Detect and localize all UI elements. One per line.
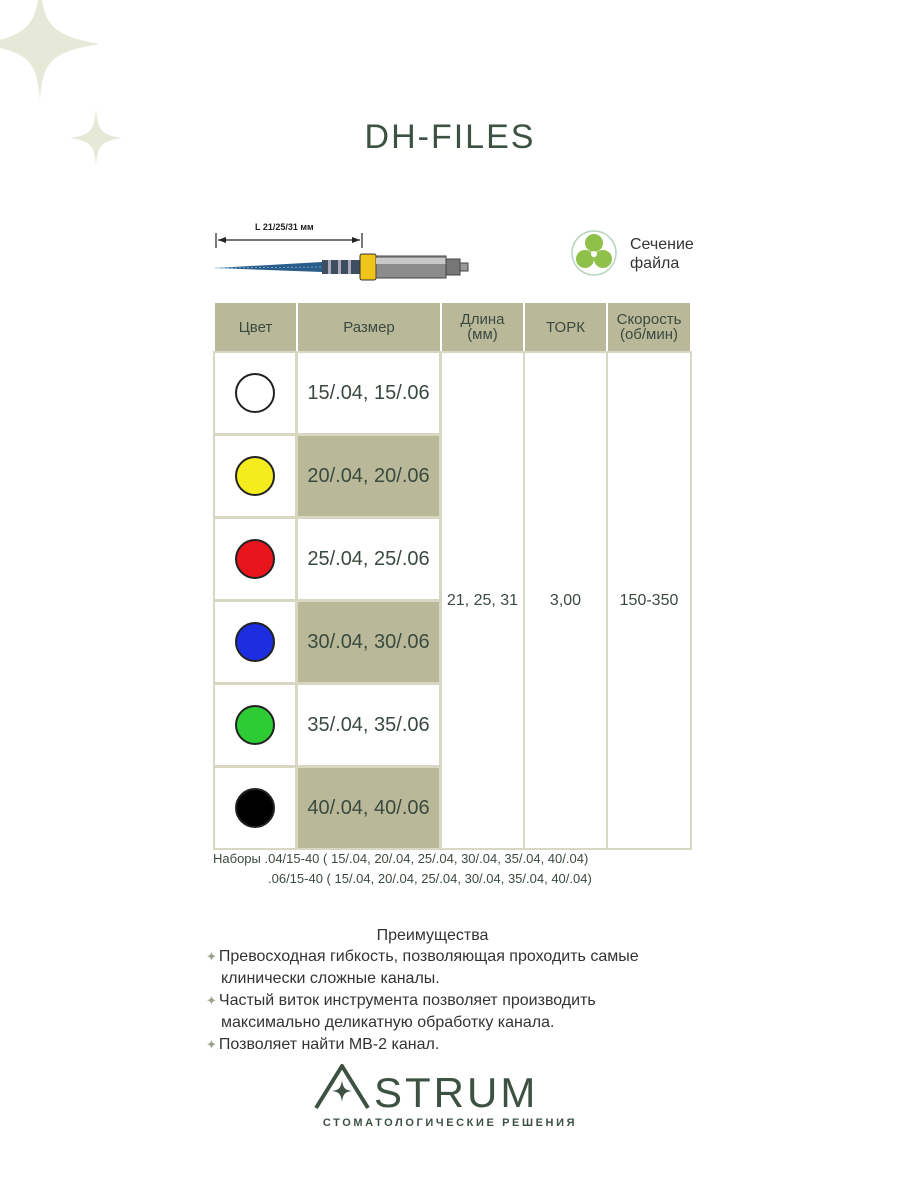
size-cell (296, 517, 441, 601)
color-dot-icon (235, 373, 275, 413)
size-cell (296, 766, 441, 850)
size-value: 15/.04, 15/.06 (307, 381, 430, 404)
color-dot-icon (235, 705, 275, 745)
color-cell (213, 351, 297, 435)
advantage-item-continuation: клинически сложные каналы. (221, 970, 440, 987)
color-cell (213, 600, 297, 684)
torque-value: 3,00 (549, 591, 582, 609)
advantage-item (206, 1034, 439, 1056)
advantage-item (206, 946, 639, 968)
color-dot-icon (235, 539, 275, 579)
header-length-label: Длина (460, 311, 505, 328)
header-color (215, 303, 296, 351)
sets-line: .06/15-40 ( 15/.04, 20/.04, 25/.04, 30/.04, 35/.04, 40/.04) (268, 871, 592, 886)
page-title: DH-FILES (364, 118, 536, 156)
dimension-label: L 21/25/31 мм (255, 222, 314, 232)
advantage-text: Частый виток инструмента позволяет производить (218, 992, 596, 1009)
header-size (298, 303, 440, 351)
torque-cell (523, 351, 608, 850)
sets-line: Наборы .04/15-40 ( 15/.04, 20/.04, 25/.04, 30/.04, 35/.04, 40/.04) (213, 851, 589, 866)
header-size-label: Размер (343, 318, 395, 336)
header-torque-label: ТОРК (546, 318, 585, 336)
cross-section-label (630, 235, 694, 273)
sparkle-bullet-icon: ✦ (206, 949, 217, 964)
size-value: 40/.04, 40/.06 (307, 796, 430, 819)
color-dot-icon (235, 622, 275, 662)
header-length (442, 303, 523, 351)
advantage-text: Позволяет найти МВ-2 канал. (218, 1036, 440, 1053)
sparkle-bullet-icon: ✦ (206, 1037, 217, 1052)
length-cell (440, 351, 525, 850)
color-cell (213, 766, 297, 850)
size-cell (296, 434, 441, 518)
sparkle-star-icon (0, 0, 110, 110)
header-speed-unit: (об/мин) (619, 326, 679, 343)
color-dot-icon (235, 456, 275, 496)
header-speed-label: Скорость (616, 311, 682, 328)
color-cell (213, 683, 297, 767)
speed-value: 150-350 (619, 591, 679, 609)
size-cell (296, 683, 441, 767)
header-speed (608, 303, 690, 351)
brand-subtitle: СТОМАТОЛОГИЧЕСКИЕ РЕШЕНИЯ (322, 1117, 578, 1129)
trihelix-cross-section-icon (570, 229, 618, 277)
sparkle-bullet-icon: ✦ (206, 993, 217, 1008)
speed-cell (606, 351, 692, 850)
size-cell (296, 600, 441, 684)
astrum-logo (312, 1062, 592, 1112)
color-cell (213, 517, 297, 601)
size-cell (296, 351, 441, 435)
header-color-label: Цвет (238, 318, 273, 336)
advantage-item (206, 990, 596, 1012)
color-cell (213, 434, 297, 518)
length-value: 21, 25, 31 (446, 591, 519, 609)
cross-section-label-line: файла (630, 255, 680, 272)
advantage-text: Превосходная гибкость, позволяющая проходить самые (218, 948, 639, 965)
size-value: 30/.04, 30/.06 (307, 630, 430, 653)
cross-section-label-line: Сечение (630, 236, 694, 253)
svg-text:STRUM: STRUM (374, 1069, 539, 1112)
header-length-unit: (мм) (467, 326, 498, 343)
advantage-item-continuation: максимально деликатную обработку канала. (221, 1014, 555, 1031)
size-value: 25/.04, 25/.06 (307, 547, 430, 570)
endodontic-file-drawing (210, 218, 480, 288)
color-dot-icon (235, 788, 275, 828)
advantages-title: Преимущества (376, 927, 489, 944)
header-torque (525, 303, 606, 351)
size-value: 20/.04, 20/.06 (307, 464, 430, 487)
size-value: 35/.04, 35/.06 (307, 713, 430, 736)
